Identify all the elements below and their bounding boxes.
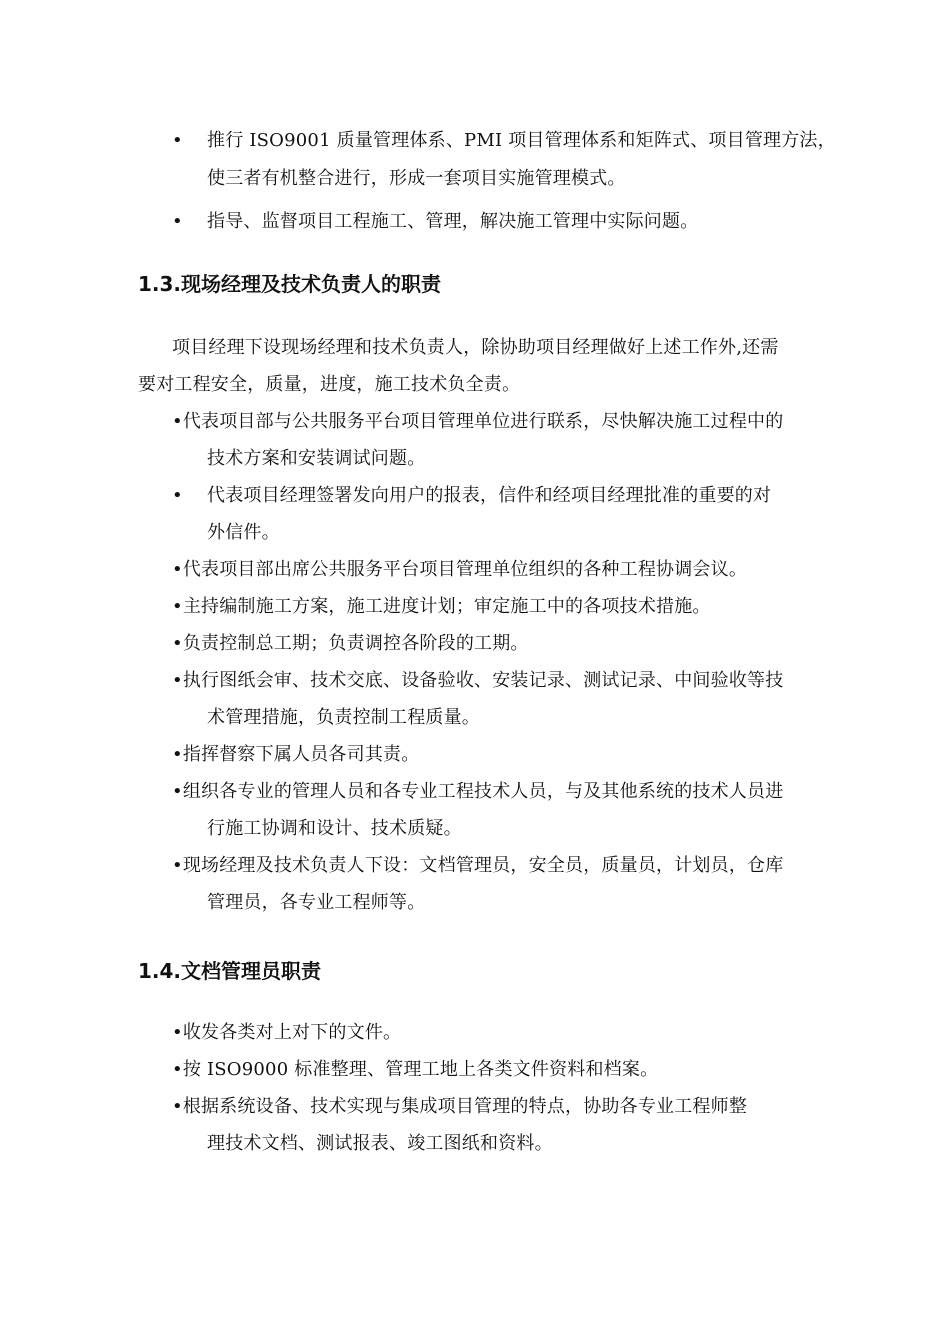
list-item-line: •负责控制总工期；负责调控各阶段的工期。 — [172, 633, 529, 654]
list-item-line: 管理员，各专业工程师等。 — [207, 892, 426, 913]
list-item-line: •根据系统设备、技术实现与集成项目管理的特点，协助各专业工程师整 — [172, 1096, 748, 1117]
list-item-line: 外信件。 — [207, 522, 280, 543]
list-item-line: 行施工协调和设计、技术质疑。 — [207, 818, 462, 839]
list-item-line: •主持编制施工方案，施工进度计划；审定施工中的各项技术措施。 — [172, 596, 711, 617]
list-item-line: •按 ISO9000 标准整理、管理工地上各类文件资料和档案。 — [172, 1059, 659, 1080]
list-item-line: 代表项目经理签署发向用户的报表，信件和经项目经理批准的重要的对 — [207, 485, 772, 506]
list-item-line: •收发各类对上对下的文件。 — [172, 1022, 402, 1043]
bullet-text-line: 推行 ISO9001 质量管理体系、PMI 项目管理体系和矩阵式、项目管理方法， — [207, 130, 836, 151]
bullet-text-line: 使三者有机整合进行，形成一套项目实施管理模式。 — [207, 168, 626, 189]
bullet-text-line: 指导、监督项目工程施工、管理，解决施工管理中实际问题。 — [207, 211, 699, 232]
list-item-line: •组织各专业的管理人员和各专业工程技术人员，与及其他系统的技术人员进 — [172, 781, 784, 802]
list-item-line: •执行图纸会审、技术交底、设备验收、安装记录、测试记录、中间验收等技 — [172, 670, 784, 691]
list-item-line: •指挥督察下属人员各司其责。 — [172, 744, 420, 765]
bullet-marker: • — [172, 485, 183, 506]
bullet-marker: • — [172, 211, 183, 232]
paragraph-line: 项目经理下设现场经理和技术负责人，除协助项目经理做好上述工作外,还需 — [172, 337, 779, 358]
bullet-marker: • — [172, 130, 183, 151]
list-item-line: •代表项目部与公共服务平台项目管理单位进行联系，尽快解决施工过程中的 — [172, 411, 784, 432]
list-item-line: 理技术文档、测试报表、竣工图纸和资料。 — [207, 1133, 553, 1154]
section-heading-1-4: 1.4.文档管理员职责 — [138, 959, 322, 983]
list-item-line: •代表项目部出席公共服务平台项目管理单位组织的各种工程协调会议。 — [172, 559, 748, 580]
list-item-line: 术管理措施，负责控制工程质量。 — [207, 707, 480, 728]
list-item-line: •现场经理及技术负责人下设：文档管理员，安全员，质量员，计划员，仓库 — [172, 855, 784, 876]
section-heading-1-3: 1.3.现场经理及技术负责人的职责 — [138, 272, 442, 296]
paragraph-line: 要对工程安全，质量，进度，施工技术负全责。 — [138, 374, 521, 395]
list-item-line: 技术方案和安装调试问题。 — [207, 448, 426, 469]
